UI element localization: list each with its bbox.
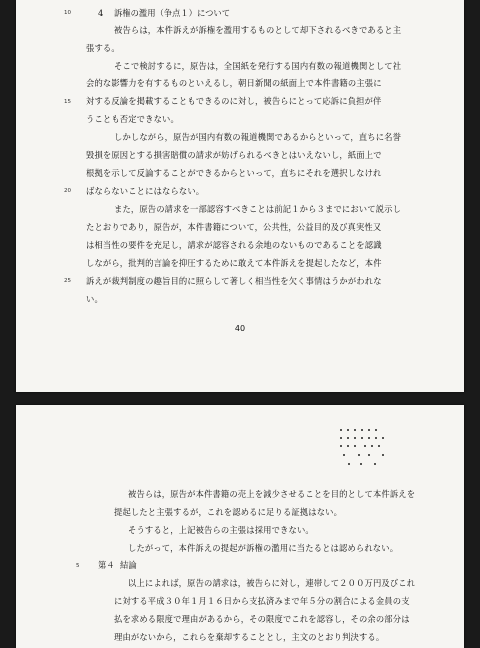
body-line: そうすると，上記被告らの主張は採用できない。 <box>128 525 314 535</box>
section-heading: 結論 <box>120 560 137 570</box>
body-line: 会的な影響力を有するものといえるし，朝日新聞の紙面上で本件書籍の主張に <box>86 78 382 88</box>
body-line: 払を求める限度で理由があるから，その限度でこれを認容し，その余の部分は <box>114 614 410 624</box>
body-line: 被告らは，原告が本件書籍の売上を減少させることを目的として本件訴えを <box>128 489 416 499</box>
line-number: 20 <box>64 188 71 194</box>
body-line: い。 <box>86 294 103 304</box>
body-line: また，原告の請求を一部認容すべきことは前記１から３までにおいて説示し <box>114 204 402 214</box>
section-heading: 訴権の濫用（争点１）について <box>114 8 230 18</box>
body-line: したがって，本件訴えの提起が訴権の濫用に当たるとは認められない。 <box>128 543 399 553</box>
body-line: たとおりであり，原告が，本件書籍について，公共性，公益目的及び真実性又 <box>86 222 382 232</box>
body-line: うことも否定できない。 <box>86 114 179 124</box>
body-line: 毀損を原因とする損害賠償の請求が妨げられるべきとはいえないし，紙面上で <box>86 150 382 160</box>
body-line: 根拠を示して反論することができるからといって，直ちにそれを選択しなけれ <box>86 168 382 178</box>
page-number: 40 <box>234 324 246 333</box>
body-line: に対する平成３０年１月１６日から支払済みまで年５分の割合による金員の支 <box>114 596 410 606</box>
body-line: 理由がないから，これらを棄却することとし，主文のとおり判決する。 <box>114 632 385 642</box>
body-line: 対する反論を掲載することもできるのに対し，被告らにとって応訴に負担が伴 <box>86 96 382 106</box>
document-page-1 <box>16 0 464 392</box>
line-number: 5 <box>76 563 80 569</box>
body-line: ばならないことにはならない。 <box>86 186 205 196</box>
body-line: 訴えが裁判制度の趣旨目的に照らして著しく相当性を欠く事情はうかがわれな <box>86 276 382 286</box>
line-number: 10 <box>64 10 71 16</box>
body-line: しながら，批判的言論を抑圧するために敢えて本件訴えを提起したなど，本件 <box>86 258 382 268</box>
body-line: 以上によれば，原告の請求は，被告らに対し，連帯して２００万円及びこれ <box>128 578 416 588</box>
body-line: 提起したと主張するが，これを認めるに足りる証拠はない。 <box>114 507 343 517</box>
body-line: 張する。 <box>86 43 120 53</box>
body-line: そこで検討するに，原告は，全国紙を発行する国内有数の報道機関として社 <box>114 61 402 71</box>
line-number: 15 <box>64 99 71 105</box>
document-page-2 <box>16 405 464 648</box>
body-line: 被告らは，本件訴えが訴権を濫用するものとして却下されるべきであると主 <box>114 25 402 35</box>
seal-stamp <box>338 427 388 471</box>
section-number: 4 <box>98 8 104 18</box>
line-number: 25 <box>64 278 71 284</box>
body-line: しかしながら，原告が国内有数の報道機関であるからといって，直ちに名誉 <box>114 132 402 142</box>
body-line: は相当性の要件を充足し，請求が認容される余地のないものであることを認識 <box>86 240 382 250</box>
section-number: 第４ <box>98 560 115 570</box>
